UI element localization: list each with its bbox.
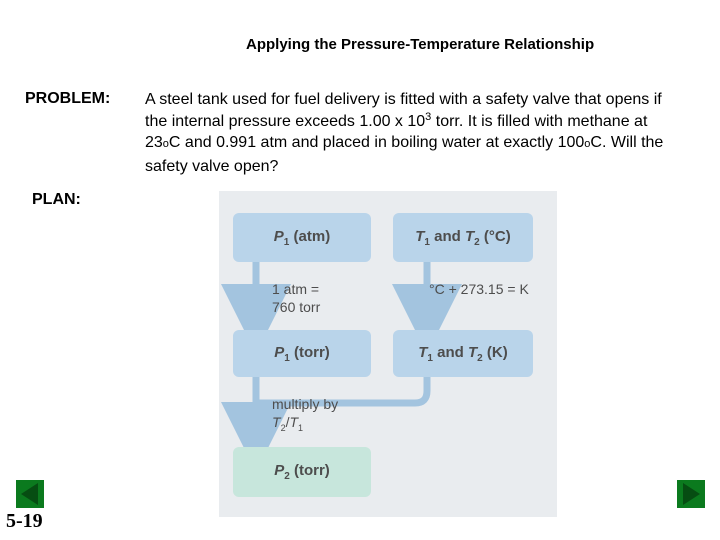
slide-number: 5-19 (6, 510, 43, 532)
box-t1-t2-celsius: $T_1$ and $T_2$ (°C) (393, 213, 533, 262)
problem-label: PROBLEM: (25, 90, 111, 107)
plan-diagram (219, 191, 557, 517)
multiply-ratio-note: multiply by $T_2/T_1$ (272, 396, 339, 433)
box-p1-torr: $P_1$ (torr) (233, 330, 371, 377)
plan-label: PLAN: (32, 191, 81, 208)
box-p1-atm: $P_1$ (atm) (233, 213, 371, 262)
next-slide-button[interactable] (677, 480, 705, 508)
box-p2-torr: $P_2$ (torr) (233, 447, 371, 497)
box-t1-t2-kelvin: $T_1$ and $T_2$ (K) (393, 330, 533, 377)
conversion-celsius-kelvin: °C + 273.15 = K (429, 281, 529, 297)
prev-slide-button[interactable] (16, 480, 44, 508)
conversion-atm-torr: 1 atm = 760 torr (272, 281, 321, 315)
slide-title: Applying the Pressure-Temperature Relationship (246, 36, 595, 53)
problem-text: A steel tank used for fuel delivery is fitted with a safety valve that opens if the internal pressure exceeds 1.00 x $10^3$ torr. It is filled with methane at 23oC and 0.991 atm and placed in boiling water at exactly 100oC. Will the safety valve open? (145, 91, 664, 175)
